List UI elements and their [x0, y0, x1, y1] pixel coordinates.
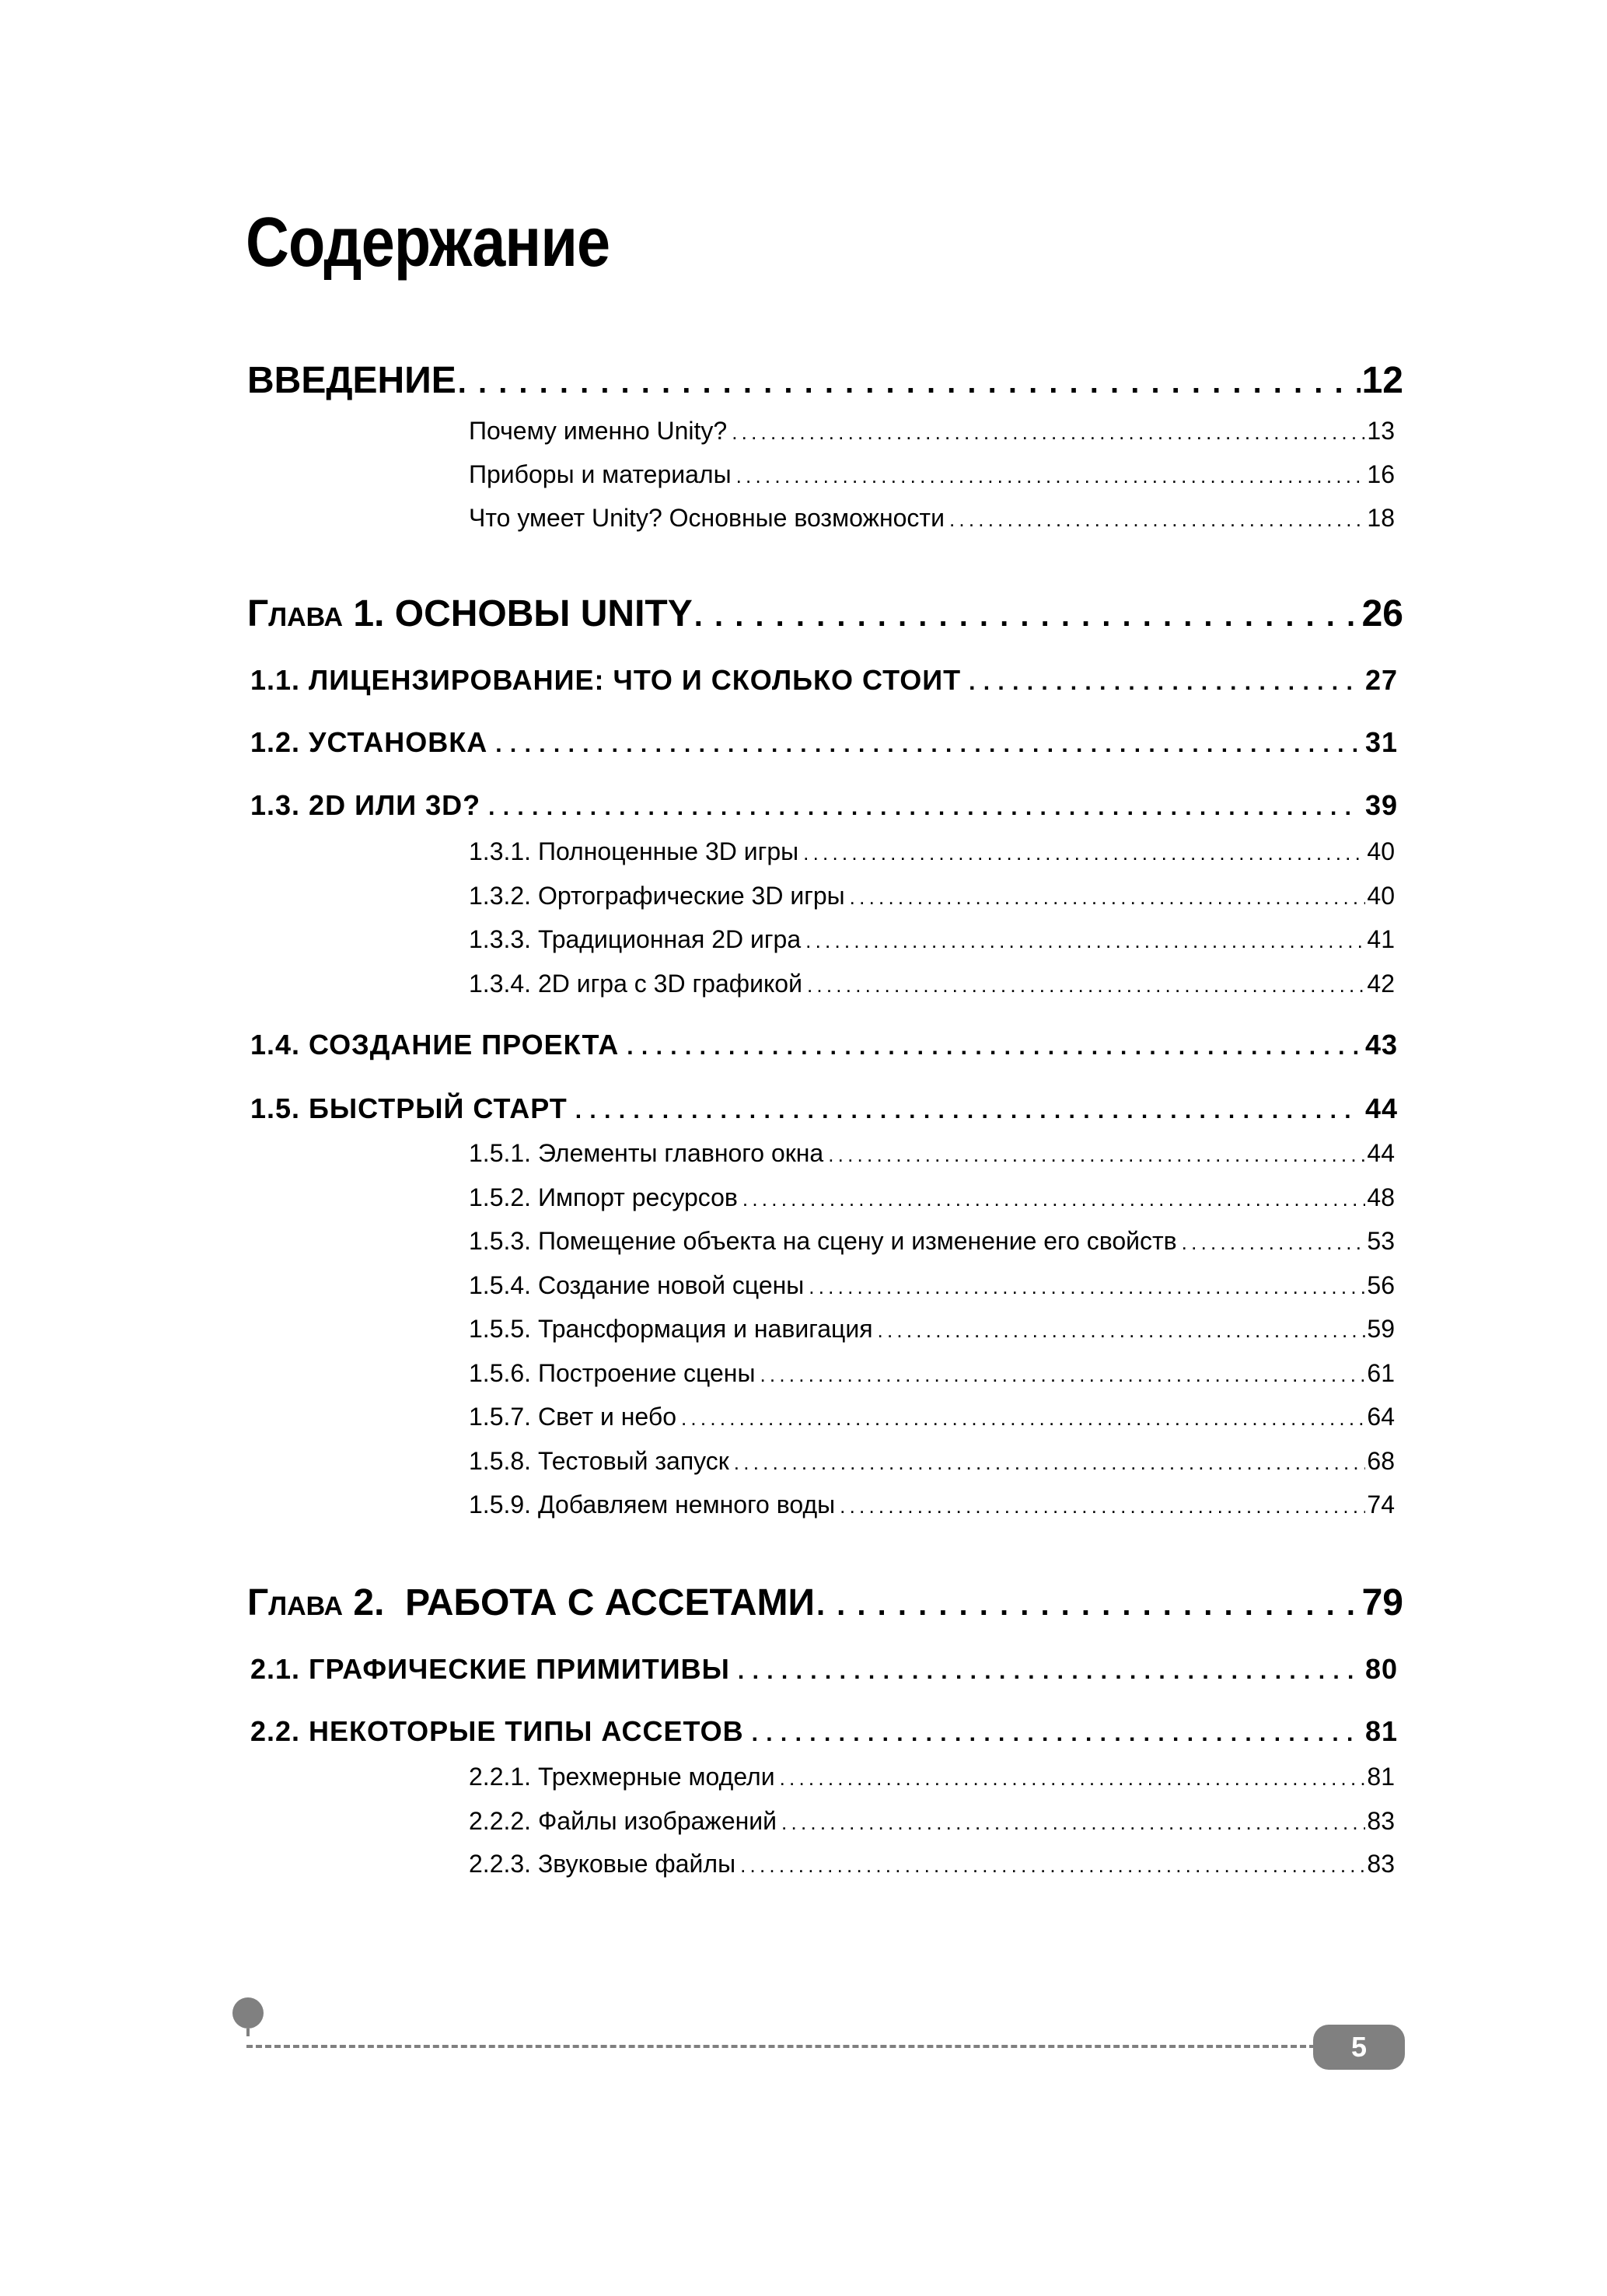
toc-entry[interactable]: [469, 1271, 1395, 1302]
page-title: Содержание: [246, 204, 610, 281]
toc-entry-page: 56: [1367, 1271, 1395, 1299]
toc-entry-label: Приборы и материалы: [469, 460, 732, 488]
toc-entry-page: 40: [1367, 837, 1395, 865]
toc-entry-label: 1.5. БЫСТРЫЙ СТАРТ: [250, 1092, 568, 1124]
toc-entry-label: 1.3.3. Традиционная 2D игра: [469, 925, 802, 953]
toc-entry-section[interactable]: [250, 664, 1398, 700]
chapter-prefix-initial: Г: [247, 1582, 269, 1623]
toc-entry[interactable]: [469, 970, 1395, 1001]
toc-entry[interactable]: [469, 1763, 1395, 1794]
toc-entry-page: 27: [1364, 664, 1398, 696]
page-number-badge: 5: [1313, 2025, 1405, 2070]
toc-entry-label: 1.5.8. Тестовый запуск: [469, 1447, 729, 1475]
toc-entry-label: Почему именно Unity?: [469, 417, 728, 445]
toc-entry-page: 48: [1367, 1183, 1395, 1211]
toc-entry-section[interactable]: [250, 1092, 1398, 1128]
dot-leader: [458, 359, 1361, 402]
toc-entry-label: 1.2. УСТАНОВКА: [250, 726, 488, 758]
toc-entry-page: 79: [1361, 1582, 1403, 1623]
dot-leader: [809, 1271, 1365, 1300]
chapter-prefix-rest: ЛАВА: [268, 1592, 344, 1621]
toc-entry-section[interactable]: [250, 789, 1398, 825]
toc-entry[interactable]: [469, 1183, 1395, 1214]
dot-leader: [627, 1029, 1359, 1061]
toc-entry-label: 1.1. ЛИЦЕНЗИРОВАНИЕ: ЧТО И СКОЛЬКО СТОИТ: [250, 664, 962, 696]
toc-entry[interactable]: [469, 882, 1395, 913]
chapter-title: 2. РАБОТА С АССЕТАМИ: [353, 1582, 815, 1623]
dot-leader: [949, 504, 1365, 533]
toc-entry[interactable]: [469, 1315, 1395, 1346]
dot-leader: [1182, 1227, 1366, 1256]
dot-leader: [738, 1653, 1359, 1686]
toc-entry-label: 1.5.7. Свет и небо: [469, 1403, 676, 1431]
toc-entry-page: 13: [1367, 417, 1395, 445]
toc-entry-label: 2.2.3. Звуковые файлы: [469, 1850, 736, 1878]
dot-leader: [969, 664, 1359, 697]
dot-leader: [816, 1581, 1361, 1624]
toc-entry-section[interactable]: [250, 726, 1398, 762]
dot-leader: [850, 882, 1366, 910]
dot-leader: [805, 925, 1365, 954]
dot-leader: [752, 1715, 1359, 1748]
dot-leader: [828, 1139, 1365, 1168]
dot-leader: [736, 460, 1366, 489]
toc-entry[interactable]: [469, 504, 1395, 535]
toc-entry-label: ВВЕДЕНИЕ: [247, 360, 456, 401]
dot-leader: [742, 1183, 1366, 1212]
toc-entry-intro[interactable]: [247, 359, 1403, 406]
toc-entry-label: 1.3.4. 2D игра с 3D графикой: [469, 970, 802, 998]
toc-entry-label: [247, 1581, 815, 1624]
toc-entry[interactable]: [469, 1359, 1395, 1390]
toc-entry-label: 1.3.2. Ортографические 3D игры: [469, 882, 845, 910]
dot-leader: [694, 592, 1361, 635]
toc-entry-label: 2.2.1. Трехмерные модели: [469, 1763, 775, 1791]
dot-leader: [780, 1763, 1366, 1791]
toc-entry-label: 1.3.1. Полноценные 3D игры: [469, 837, 799, 865]
toc-entry-label: 1.5.6. Построение сцены: [469, 1359, 756, 1387]
dot-leader: [575, 1092, 1359, 1125]
toc-entry-chapter-1[interactable]: [247, 592, 1403, 639]
toc-entry-page: 81: [1364, 1715, 1398, 1747]
toc-entry-page: 43: [1364, 1029, 1398, 1061]
chapter-prefix-initial: Г: [247, 593, 269, 634]
toc-entry-page: 12: [1361, 360, 1403, 401]
toc-entry-section[interactable]: [250, 1653, 1398, 1689]
dot-leader: [734, 1447, 1366, 1476]
toc-entry-page: 64: [1367, 1403, 1395, 1431]
toc-entry[interactable]: [469, 1490, 1395, 1522]
toc-entry-label: 2.2. НЕКОТОРЫЕ ТИПЫ АССЕТОВ: [250, 1715, 744, 1747]
toc-entry-label: 2.1. ГРАФИЧЕСКИЕ ПРИМИТИВЫ: [250, 1653, 730, 1685]
toc-entry[interactable]: [469, 837, 1395, 868]
toc-entry-page: 61: [1367, 1359, 1395, 1387]
dot-leader: [803, 837, 1365, 866]
toc-entry-page: 41: [1367, 925, 1395, 953]
toc-entry-page: 80: [1364, 1653, 1398, 1685]
toc-entry-page: 44: [1367, 1139, 1395, 1167]
toc-entry-page: 26: [1361, 593, 1403, 634]
footer-dashed-line: [246, 2045, 1315, 2048]
toc-entry-label: 1.5.5. Трансформация и навигация: [469, 1315, 873, 1343]
footer-bullet-icon: [232, 1997, 264, 2029]
chapter-title: 1. ОСНОВЫ UNITY: [353, 593, 693, 634]
toc-entry[interactable]: [469, 460, 1395, 491]
dot-leader: [760, 1359, 1365, 1388]
toc-entry-label: Что умеет Unity? Основные возможности: [469, 504, 945, 532]
dot-leader: [495, 726, 1359, 759]
toc-entry-label: [247, 592, 693, 635]
toc-entry-label: 2.2.2. Файлы изображений: [469, 1807, 777, 1835]
toc-entry-section[interactable]: [250, 1029, 1398, 1064]
toc-entry-page: 68: [1367, 1447, 1395, 1475]
chapter-prefix-rest: ЛАВА: [268, 603, 344, 632]
toc-entry[interactable]: [469, 1850, 1395, 1881]
toc-entry-page: 18: [1367, 504, 1395, 532]
toc-entry[interactable]: [469, 1227, 1395, 1258]
toc-entry[interactable]: [469, 417, 1395, 448]
toc-entry-page: 83: [1367, 1850, 1395, 1878]
toc-entry[interactable]: [469, 1403, 1395, 1434]
dot-leader: [681, 1403, 1365, 1431]
toc-entry-page: 40: [1367, 882, 1395, 910]
toc-entry-label: 1.5.9. Добавляем немного воды: [469, 1490, 836, 1518]
toc-entry[interactable]: [469, 1807, 1395, 1838]
toc-entry-page: 53: [1367, 1227, 1395, 1255]
toc-entry-label: 1.5.2. Импорт ресурсов: [469, 1183, 738, 1211]
dot-leader: [488, 789, 1359, 822]
toc-entry-page: 59: [1367, 1315, 1395, 1343]
toc-entry-page: 31: [1364, 726, 1398, 758]
footer-stem: [246, 2029, 250, 2036]
toc-entry-label: 1.5.3. Помещение объекта на сцену и изменение его свойств: [469, 1227, 1177, 1255]
toc-entry-chapter-2[interactable]: [247, 1581, 1403, 1628]
dot-leader: [807, 970, 1365, 998]
dot-leader: [732, 417, 1365, 446]
dot-leader: [781, 1807, 1365, 1836]
toc-entry-label: 1.4. СОЗДАНИЕ ПРОЕКТА: [250, 1029, 620, 1061]
toc-entry-label: 1.5.4. Создание новой сцены: [469, 1271, 805, 1299]
dot-leader: [878, 1315, 1366, 1344]
toc-entry-page: 81: [1367, 1763, 1395, 1791]
toc-entry-page: 39: [1364, 789, 1398, 821]
toc-entry-page: 42: [1367, 970, 1395, 998]
toc-entry-label: 1.5.1. Элементы главного окна: [469, 1139, 824, 1167]
toc-entry-page: 44: [1364, 1092, 1398, 1124]
dot-leader: [840, 1490, 1365, 1519]
toc-entry[interactable]: [469, 925, 1395, 956]
toc-entry-page: 16: [1367, 460, 1395, 488]
toc-entry-page: 83: [1367, 1807, 1395, 1835]
toc-entry-section[interactable]: [250, 1715, 1398, 1751]
toc-entry-page: 74: [1367, 1490, 1395, 1518]
toc-entry[interactable]: [469, 1447, 1395, 1478]
toc-entry-label: 1.3. 2D ИЛИ 3D?: [250, 789, 481, 821]
toc-entry[interactable]: [469, 1139, 1395, 1170]
dot-leader: [740, 1850, 1365, 1878]
